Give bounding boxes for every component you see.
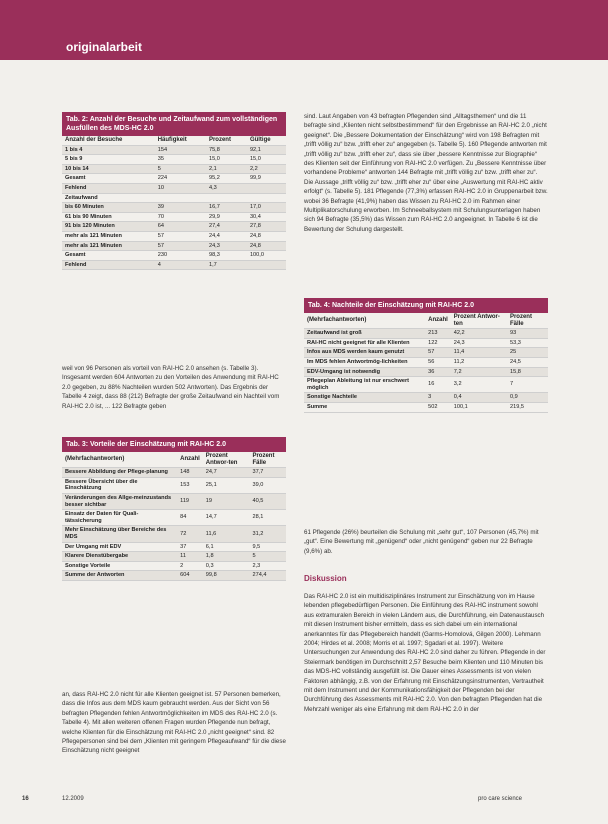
table-row (304, 402, 548, 412)
row-label: 1 bis 4 (62, 145, 155, 155)
row-value: 99,9 (247, 174, 286, 184)
row-value: 95,2 (206, 174, 247, 184)
row-label: Im MDS fehlen Antwortmög-lichkeiten (304, 357, 425, 367)
table-header-cell: Anzahl (425, 313, 451, 329)
table-row (304, 357, 548, 367)
issue-label: 12.2009 (62, 796, 84, 802)
row-value: 11 (177, 552, 203, 562)
row-label: Fehlend (62, 260, 155, 270)
table-row (62, 542, 286, 552)
table-2-grid (62, 136, 286, 270)
row-value: 6,1 (203, 542, 250, 552)
table-row (62, 251, 286, 261)
table-header-cell: Gültige (247, 136, 286, 145)
row-value: 2,3 (249, 561, 286, 571)
row-value: 15,0 (206, 155, 247, 165)
table-2 (62, 112, 286, 270)
table-row (62, 193, 286, 203)
row-label: Pflegeplan Ableitung ist nur erschwert möglich (304, 377, 425, 393)
row-label: mehr als 121 Minuten (62, 241, 155, 251)
body-text-left-bottom: an, dass RAI-HC 2.0 nicht für alle Klienten geeignet ist. 57 Personen bemerken, dass die Infos aus dem MDS kaum gebraucht werden. Aus der Sicht von 56 befragten Pflegenden fehlen Antwortmöglichkeiten im MDS des RAI-HC 2.0 (s. Tabelle 4). Mit allen weiteren offenen Fragen wurden Pflegende nun befragt, welche Klienten für die Einschätzung mit RAI-HC 2.0 „nicht geeignet“ sind. 82 Pflegepersonen sind bei dem „Klienten mit geringem Pflegeaufwand“ für die diese Einschätzung nicht geeignet (62, 691, 286, 755)
table-2-caption: Tab. 2: Anzahl der Besuche und Zeitaufwand zum vollständigen Ausfüllen des MDS-HC 2.0 (62, 112, 286, 136)
table-4-caption: Tab. 4: Nachteile der Einschätzung mit RAI-HC 2.0 (304, 298, 548, 313)
row-value: 24,5 (507, 357, 548, 367)
row-label: Einsatz der Daten für Quali-tätssicherung (62, 510, 177, 526)
row-value: 24,3 (451, 338, 507, 348)
table-row (62, 468, 286, 478)
row-label: Der Umgang mit EDV (62, 542, 177, 552)
row-label: 5 bis 9 (62, 155, 155, 165)
row-value: 16 (425, 377, 451, 393)
row-value: 5 (155, 164, 206, 174)
row-value: 2,2 (247, 164, 286, 174)
row-value: 4 (155, 260, 206, 270)
table-header-cell: (Mehrfachantworten) (304, 313, 425, 329)
table-row (62, 526, 286, 542)
table-row (62, 510, 286, 526)
row-label: Klarere Dienstübergabe (62, 552, 177, 562)
table-row (62, 164, 286, 174)
table-row (62, 222, 286, 232)
row-value: 24,8 (247, 231, 286, 241)
row-value: 148 (177, 468, 203, 478)
row-value: 37 (177, 542, 203, 552)
row-label: Bessere Abbildung der Pflege-planung (62, 468, 177, 478)
row-value: 36 (425, 367, 451, 377)
row-value: 64 (155, 222, 206, 232)
row-label: Sonstige Vorteile (62, 561, 177, 571)
row-value: 5 (249, 552, 286, 562)
table-row (62, 183, 286, 193)
row-value: 42,2 (451, 329, 507, 339)
table-header-cell: Prozent (206, 136, 247, 145)
table-row (62, 241, 286, 251)
row-label: Mehr Einschätzung über Bereiche des MDS (62, 526, 177, 542)
row-value: 19 (203, 493, 250, 509)
table-header-cell: (Mehrfachantworten) (62, 452, 177, 468)
table-row (62, 174, 286, 184)
row-value: 16,7 (206, 203, 247, 213)
row-value: 15,0 (247, 155, 286, 165)
row-value: 0,4 (451, 393, 507, 403)
table-row (62, 212, 286, 222)
row-value: 24,4 (206, 231, 247, 241)
row-value: 274,4 (249, 571, 286, 581)
table-row (304, 348, 548, 358)
row-label: EDV-Umgang ist notwendig (304, 367, 425, 377)
row-value: 99,8 (203, 571, 250, 581)
table-4 (304, 298, 548, 413)
table-header-cell: Häufigkeit (155, 136, 206, 145)
row-value: 1,8 (203, 552, 250, 562)
row-value: 10 (155, 183, 206, 193)
row-value: 11,4 (451, 348, 507, 358)
row-value: 72 (177, 526, 203, 542)
row-value: 27,8 (247, 222, 286, 232)
table-row (62, 203, 286, 213)
row-value: 39,0 (249, 477, 286, 493)
table-header-cell: Prozent Antwor-ten (451, 313, 507, 329)
row-value: 224 (155, 174, 206, 184)
table-row (62, 155, 286, 165)
row-label: RAI-HC nicht geeignet für alle Klienten (304, 338, 425, 348)
page-number: 16 (22, 796, 29, 802)
row-value: 502 (425, 402, 451, 412)
row-value: 2,1 (206, 164, 247, 174)
table-row (62, 231, 286, 241)
row-value: 29,9 (206, 212, 247, 222)
table-row (304, 377, 548, 393)
row-value: 11,2 (451, 357, 507, 367)
row-value: 75,8 (206, 145, 247, 155)
table-header-cell: Prozent Antwor-ten (203, 452, 250, 468)
row-value: 57 (425, 348, 451, 358)
body-text-right-bottom: Das RAI-HC 2.0 ist ein multidisziplinäres Instrument zur Einschätzung von im Hause lebenden pflegebedürftigen Personen. Die Einführung des RAI-HC instrument sowohl aus extramuralen Bereich in vielen Ländern aus, die Durchführung, ein Datenaustausch mit diesen Instrument bisher ermitteln, dass es sich dabei um ein international anerkanntes für das Pflegebereich handelt (Garms-Homolová, Gilgen 2000). Lehmann 2004; Hirdes et al. 2008; Morris et al. 1997; Sgadari et al. 1997). Weitere Untersuchungen zur Anwendung des RAI-HC 2.0 sind daher zu führen. Pflegende in der Steiermark benötigen im Durchschnitt 2,57 Besuche beim Klienten und 110 Minuten bis das MDS-HC vollständig ausgefüllt ist. Die Dauer eines Assessments ist von vielen Faktoren abhängig, z.B. von der Erfahrung mit Einschätzungsinstrumenten, Vertrautheit mit dem Instrument und der Kommunikationsfähigkeit der Pflegenden bei der Durchführung des Assessments mit RAI-HC 2.0. Von den befragten Pflegenden hat die Mehrzahl weniger als eine Erfahrung mit dem RAI-HC 2.0 in der (304, 593, 546, 713)
row-value: 100,0 (247, 251, 286, 261)
row-value (247, 260, 286, 270)
row-value: 17,0 (247, 203, 286, 213)
row-value (155, 193, 206, 203)
row-value: 1,7 (206, 260, 247, 270)
row-value: 7,2 (451, 367, 507, 377)
row-label: Summe (304, 402, 425, 412)
row-value: 9,5 (249, 542, 286, 552)
row-label: Veränderungen des Allge-meinzustands besser sichtbar (62, 493, 177, 509)
row-value: 27,4 (206, 222, 247, 232)
table-3 (62, 437, 286, 581)
row-label: 10 bis 14 (62, 164, 155, 174)
row-value: 213 (425, 329, 451, 339)
row-value: 100,1 (451, 402, 507, 412)
row-value: 604 (177, 571, 203, 581)
table-4-grid (304, 313, 548, 413)
row-value: 3 (425, 393, 451, 403)
table-row (304, 393, 548, 403)
table-row (62, 260, 286, 270)
body-text-right-mid: 61 Pflegende (26%) beurteilen die Schulung mit „sehr gut“, 107 Personen (45,7%) mit „gut“. Eine Bewertung mit „genügend“ oder „nicht genügend“ geben nur 22 Befragte (9,6%) ab. (304, 529, 539, 555)
row-value: 4,3 (206, 183, 247, 193)
row-value: 11,6 (203, 526, 250, 542)
row-value: 230 (155, 251, 206, 261)
row-label: Gesamt (62, 251, 155, 261)
row-value: 24,3 (206, 241, 247, 251)
row-value: 154 (155, 145, 206, 155)
row-value: 92,1 (247, 145, 286, 155)
row-label: Zeitaufwand ist groß (304, 329, 425, 339)
row-label: 91 bis 120 Minuten (62, 222, 155, 232)
row-value: 24,8 (247, 241, 286, 251)
table-3-grid (62, 452, 286, 581)
table-header-cell: Anzahl (177, 452, 203, 468)
row-label: Sonstige Nachteile (304, 393, 425, 403)
table-header-cell: Prozent Fälle (507, 313, 548, 329)
row-value: 70 (155, 212, 206, 222)
table-row (62, 561, 286, 571)
row-value (206, 193, 247, 203)
table-row (62, 571, 286, 581)
discussion-heading: Diskussion (304, 574, 347, 583)
row-value: 153 (177, 477, 203, 493)
row-label: mehr als 121 Minuten (62, 231, 155, 241)
row-value: 0,9 (507, 393, 548, 403)
row-value: 30,4 (247, 212, 286, 222)
table-row (304, 367, 548, 377)
row-value: 57 (155, 231, 206, 241)
row-label: Fehlend (62, 183, 155, 193)
row-value: 25,1 (203, 477, 250, 493)
row-value (247, 193, 286, 203)
body-text-right-top: sind. Laut Angaben von 43 befragten Pflegenden sind „Alltagsthemen“ und die 11 befragte sind „Klienten nicht selbstbestimmend“ für den Ergebnisse an RAI-HC 2.0 „nicht geeignet“. Die „Bessere Dokumentation der Einschätzung“ wird von 198 Befragten mit „trifft völlig zu“ bzw. „trifft eher zu“ angegeben (s. Tabelle 5). 160 Pflegende antworten mit „trifft völlig zu“ bzw. „trifft eher zu“, dass sie über „bessere Kenntnisse zur Biographie“ des Klienten seit der Einführung von RAI-HC 2.0 verfügen. Zu „Bessere Kenntnisse über vorhandene Probleme“ antworten 144 Befragte mit „trifft völlig zu“ bzw. „trifft eher zu“. Die Aussage „trifft völlig zu“ bzw. „trifft eher zu“ über eine „Auswertung mit RAI-HC aktiv erfolgt“ (s. Tabelle 5). 181 Pflegende (77,3%) erfassen RAI-HC 2.0 in Gruppenarbeit bzw. wobei 36 Befragte (41,9%) haben das Wissen zu RAI-HC 2.0 im Rahmen einer Multiplikatorschulung erworben. Im Schneeballsystem mit Schulungsunterlagen haben sich 94 Befragte (35,5%) das Wissen zum RAI-HC 2.0 angeeignet. In Tabelle 6 ist die Bewertung der Schulung dargestellt. (304, 113, 548, 233)
row-value: 40,5 (249, 493, 286, 509)
table-row (62, 552, 286, 562)
row-label: Summe der Antworten (62, 571, 177, 581)
table-row (62, 493, 286, 509)
row-value: 39 (155, 203, 206, 213)
body-text-left-mid: weil von 96 Personen als vorteil von RAI-HC 2.0 ansehen (s. Tabelle 3). Insgesamt werden 604 Antworten zu den Vorteilen des Anwendung mit RAI-HC 2.0 gegeben, zu 88% Nachteilen wurden 502 Antworten). Das Ergebnis der Tabelle 4 zeigt, dass 88 (212) Befragte der große Zeitaufwand ein Nachteil vom RAI-HC 2.0 ist, ... 122 Befragte geben (62, 365, 280, 410)
row-value (247, 183, 286, 193)
row-label: Gesamt (62, 174, 155, 184)
section-title: originalarbeit (66, 40, 143, 54)
row-value: 15,8 (507, 367, 548, 377)
table-row (62, 145, 286, 155)
row-value: 7 (507, 377, 548, 393)
table-row (62, 477, 286, 493)
row-value: 84 (177, 510, 203, 526)
row-value: 24,7 (203, 468, 250, 478)
row-value: 122 (425, 338, 451, 348)
row-value: 31,2 (249, 526, 286, 542)
row-value: 35 (155, 155, 206, 165)
row-value: 98,3 (206, 251, 247, 261)
row-value: 53,3 (507, 338, 548, 348)
row-value: 93 (507, 329, 548, 339)
row-value: 3,2 (451, 377, 507, 393)
row-value: 2 (177, 561, 203, 571)
table-3-caption: Tab. 3: Vorteile der Einschätzung mit RAI-HC 2.0 (62, 437, 286, 452)
row-value: 37,7 (249, 468, 286, 478)
brand-label: pro care science (478, 796, 523, 802)
row-value: 14,7 (203, 510, 250, 526)
row-value: 25 (507, 348, 548, 358)
table-header-cell: Anzahl der Besuche (62, 136, 155, 145)
table-header-cell: Prozent Fälle (249, 452, 286, 468)
table-row (304, 329, 548, 339)
row-label: Zeitaufwand (62, 193, 155, 203)
row-value: 119 (177, 493, 203, 509)
row-value: 56 (425, 357, 451, 367)
table-row (304, 338, 548, 348)
row-value: 57 (155, 241, 206, 251)
row-value: 0,3 (203, 561, 250, 571)
row-label: bis 60 Minuten (62, 203, 155, 213)
row-value: 219,5 (507, 402, 548, 412)
row-value: 28,1 (249, 510, 286, 526)
row-label: Bessere Übersicht über die Einschätzung (62, 477, 177, 493)
row-label: 61 bis 90 Minuten (62, 212, 155, 222)
row-label: Infos aus MDS werden kaum genutzt (304, 348, 425, 358)
